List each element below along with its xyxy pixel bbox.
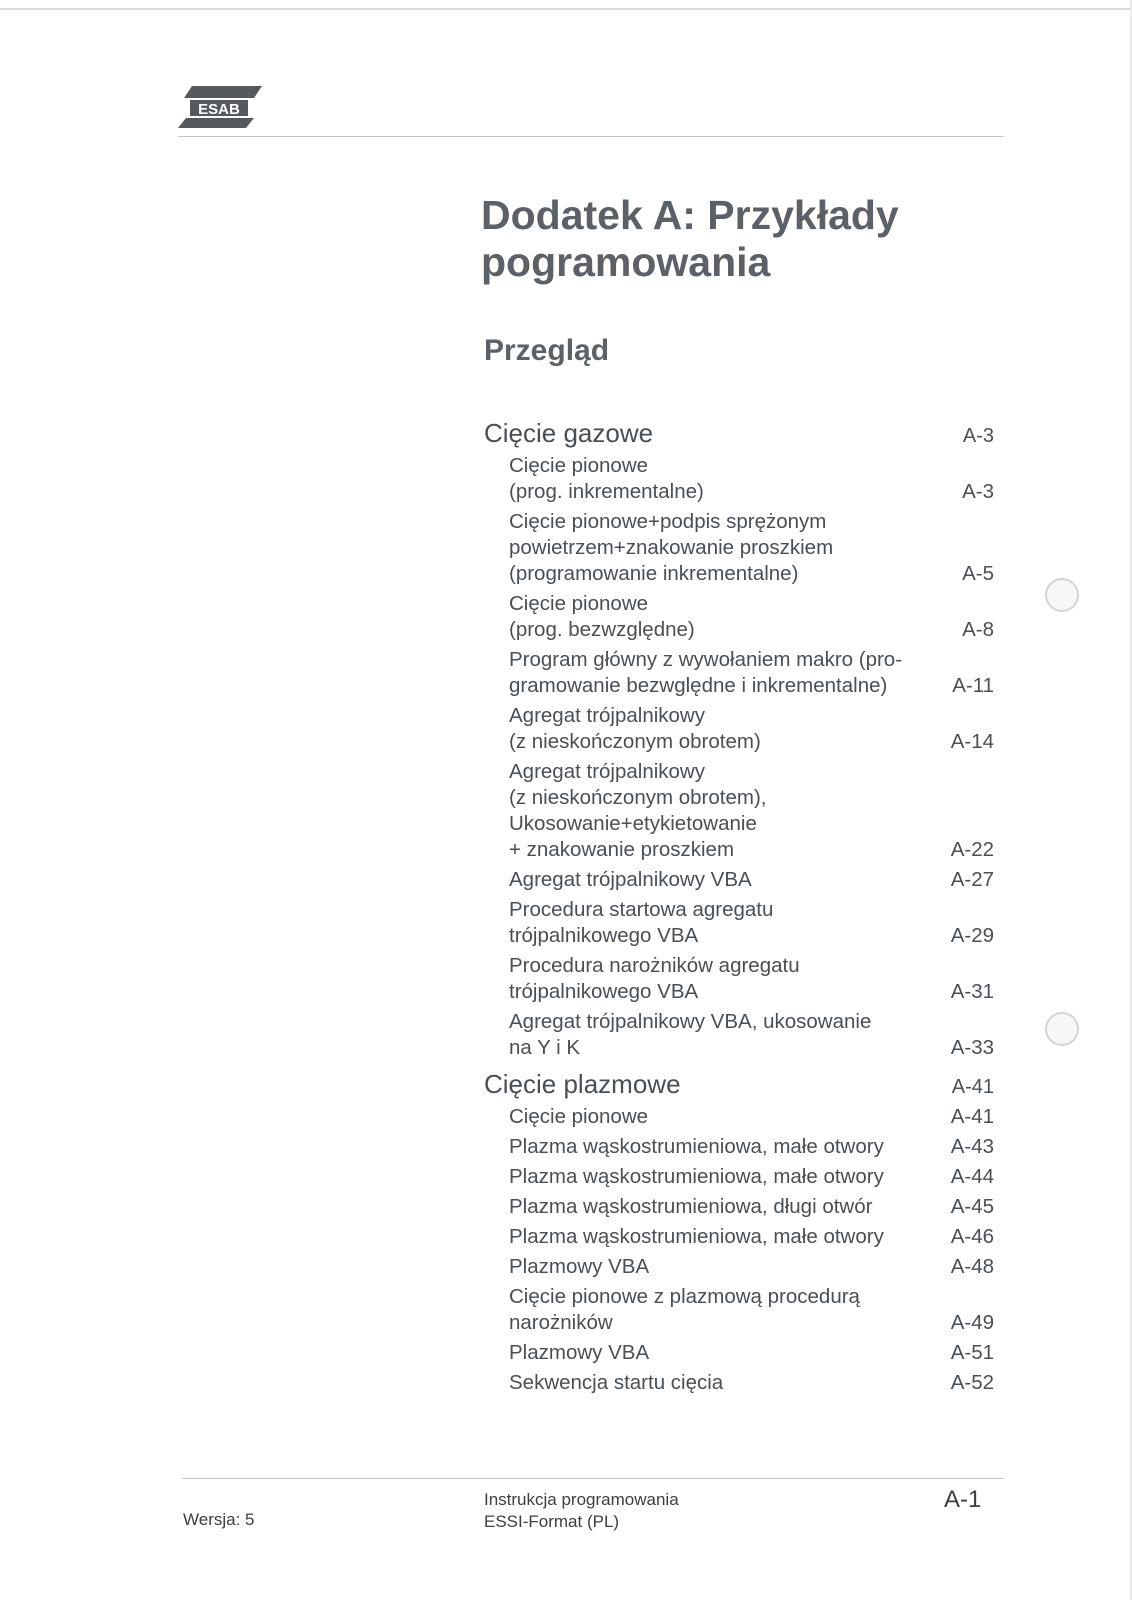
toc-section-page: A-41	[951, 1076, 994, 1098]
toc-entry-title	[509, 1224, 884, 1250]
toc-entry-title	[509, 509, 833, 587]
toc-entry-page: A-33	[950, 1036, 994, 1059]
punch-hole	[1045, 1012, 1079, 1046]
toc-entry-line: Plazma wąskostrumieniowa, długi otwór	[509, 1195, 873, 1218]
toc-entry[interactable]	[484, 453, 994, 505]
toc-entry[interactable]	[484, 953, 994, 1005]
esab-logo	[178, 84, 262, 130]
title-line: Dodatek A: Przykłady	[481, 192, 899, 238]
toc-entry-page: A-43	[950, 1135, 994, 1158]
toc-entry-line: (programowanie inkrementalne)	[509, 562, 799, 585]
toc-entry-page: A-49	[950, 1311, 994, 1334]
toc-entry-line: Agregat trójpalnikowy VBA, ukosowanie	[509, 1010, 872, 1033]
toc-entry-line: Plazma wąskostrumieniowa, małe otwory	[509, 1135, 884, 1158]
footer-doc-line: ESSI-Format (PL)	[484, 1512, 620, 1531]
toc-entry-line: Plazma wąskostrumieniowa, małe otwory	[509, 1165, 884, 1188]
toc-entry-page: A-3	[962, 480, 994, 503]
toc-entry[interactable]	[484, 897, 994, 949]
toc-entry-title	[509, 1340, 649, 1366]
toc-section-heading	[484, 1067, 994, 1101]
toc-entry-line: Cięcie pionowe	[509, 454, 649, 477]
toc-entry-title	[509, 867, 752, 893]
toc-entry-page: A-46	[950, 1225, 994, 1248]
toc-entry-line: Cięcie pionowe	[509, 592, 649, 615]
toc-entry-page: A-41	[950, 1105, 994, 1128]
toc-entry[interactable]	[484, 1134, 994, 1160]
toc-entry[interactable]	[484, 1224, 994, 1250]
toc-section-page: A-3	[962, 425, 994, 447]
title-line: pogramowania	[481, 239, 771, 285]
toc-entry-line: Agregat trójpalnikowy	[509, 704, 705, 727]
toc-entry-line: na Y i K	[509, 1036, 581, 1059]
toc-entry-line: Ukosowanie+etykietowanie	[509, 812, 757, 835]
toc-section-title: Cięcie plazmowe	[484, 1069, 681, 1099]
footer-document-title	[484, 1489, 679, 1533]
toc-entry[interactable]	[484, 867, 994, 893]
toc-entry-line: (prog. bezwzględne)	[509, 618, 695, 641]
toc-entry-line: trójpalnikowego VBA	[509, 980, 699, 1003]
toc-entry-line: gramowanie bezwględne i inkrementalne)	[509, 674, 888, 697]
toc-entry[interactable]	[484, 647, 994, 699]
toc-entry-line: Procedura startowa agregatu	[509, 898, 774, 921]
toc-entry-title	[509, 1370, 723, 1396]
toc-entry-line: Plazma wąskostrumieniowa, małe otwory	[509, 1225, 884, 1248]
footer-version: Wersja: 5	[183, 1510, 255, 1529]
toc-entry-line: Program główny z wywołaniem makro (pro-	[509, 648, 903, 671]
toc-entry[interactable]	[484, 703, 994, 755]
toc-entry[interactable]	[484, 1254, 994, 1280]
toc-entry[interactable]	[484, 1194, 994, 1220]
toc-entry[interactable]	[484, 591, 994, 643]
toc-entry-line: Sekwencja startu cięcia	[509, 1371, 724, 1394]
toc-entry-line: (prog. inkrementalne)	[509, 480, 704, 503]
toc-entry[interactable]	[484, 1370, 994, 1396]
toc-entry[interactable]	[484, 1009, 994, 1061]
toc-entry-page: A-45	[950, 1195, 994, 1218]
toc-entry-page: A-52	[950, 1371, 994, 1394]
toc-entry-line: narożników	[509, 1311, 613, 1334]
toc-section-title: Cięcie gazowe	[484, 418, 654, 448]
toc-entry-title	[509, 453, 704, 505]
toc-entry-page: A-48	[950, 1255, 994, 1278]
toc-entry-line: Plazmowy VBA	[509, 1255, 650, 1278]
page-top-edge	[0, 8, 1132, 10]
toc-entry-page: A-5	[962, 562, 994, 585]
punch-hole	[1045, 578, 1079, 612]
toc-entry-line: Cięcie pionowe	[509, 1105, 649, 1128]
toc-entry[interactable]	[484, 509, 994, 587]
toc-section	[484, 416, 994, 1061]
toc-entry-title	[509, 1009, 871, 1061]
toc-entry-title	[509, 591, 695, 643]
toc-entry-page: A-51	[950, 1341, 994, 1364]
toc-section	[484, 1067, 994, 1396]
toc-entry-line: (z nieskończonym obrotem),	[509, 786, 767, 809]
header-rule	[178, 136, 1004, 137]
toc-entry-title	[509, 1164, 884, 1190]
toc-entry-line: Cięcie pionowe z plazmową procedurą	[509, 1285, 860, 1308]
page-title	[481, 192, 899, 286]
logo-text: ESAB	[198, 101, 240, 118]
toc-entry-title	[509, 897, 773, 949]
toc-entry-page: A-44	[950, 1165, 994, 1188]
toc-entry-title	[509, 647, 902, 699]
footer-rule	[182, 1478, 1004, 1479]
toc-entry[interactable]	[484, 1164, 994, 1190]
toc-entry-line: trójpalnikowego VBA	[509, 924, 699, 947]
footer-doc-line: Instrukcja programowania	[484, 1490, 679, 1509]
toc-entry[interactable]	[484, 1284, 994, 1336]
toc-entry-line: Agregat trójpalnikowy VBA	[509, 868, 752, 891]
toc-entry-title	[509, 953, 800, 1005]
toc-entry-line: (z nieskończonym obrotem)	[509, 730, 761, 753]
toc-entry-page: A-11	[952, 674, 994, 697]
toc-entry-page: A-8	[962, 618, 994, 641]
toc-entry[interactable]	[484, 1340, 994, 1366]
toc-entry-title	[509, 1284, 860, 1336]
toc-entry-title	[509, 759, 766, 863]
toc-entry-title	[509, 1254, 649, 1280]
section-heading-overview: Przegląd	[484, 334, 610, 367]
toc-entry-title	[509, 1134, 884, 1160]
footer-page-number: A-1	[944, 1486, 982, 1513]
toc-entry-page: A-14	[950, 730, 994, 753]
toc-entry-title	[509, 1194, 872, 1220]
toc-entry-line: Cięcie pionowe+podpis sprężonym	[509, 510, 827, 533]
toc-entry-title	[509, 703, 761, 755]
toc-entry[interactable]	[484, 1104, 994, 1130]
table-of-contents	[484, 416, 994, 1402]
toc-entry[interactable]	[484, 759, 994, 863]
toc-entry-page: A-29	[950, 924, 994, 947]
toc-entry-page: A-27	[950, 868, 994, 891]
toc-section-heading	[484, 416, 994, 450]
toc-entry-line: Plazmowy VBA	[509, 1341, 650, 1364]
toc-entry-line: powietrzem+znakowanie proszkiem	[509, 536, 834, 559]
toc-entry-title	[509, 1104, 648, 1130]
toc-entry-line: Procedura narożników agregatu	[509, 954, 800, 977]
toc-entry-line: Agregat trójpalnikowy	[509, 760, 705, 783]
toc-entry-page: A-22	[950, 838, 994, 861]
toc-entry-line: + znakowanie proszkiem	[509, 838, 735, 861]
toc-entry-page: A-31	[950, 980, 994, 1003]
